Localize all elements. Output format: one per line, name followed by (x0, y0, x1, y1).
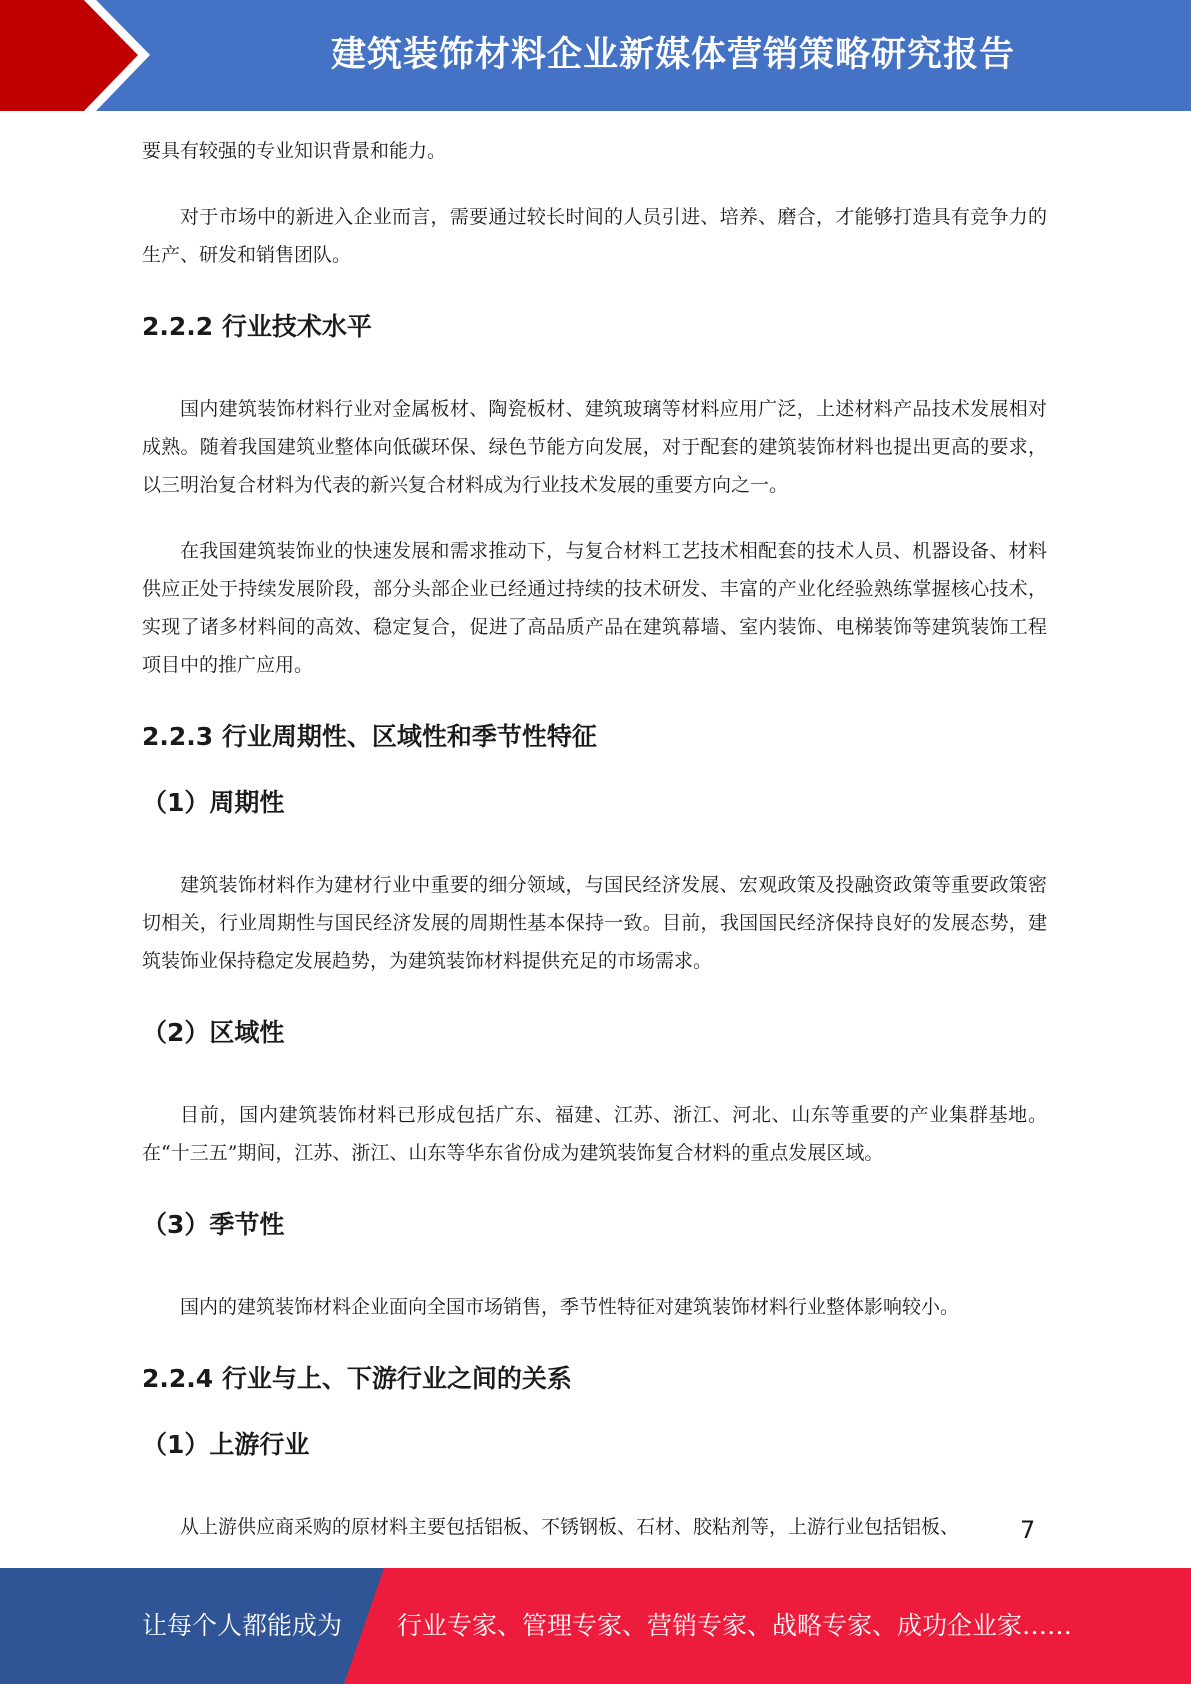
document-body (142, 132, 1047, 1546)
header-arrow-decoration (0, 0, 150, 111)
page-header (0, 0, 1191, 111)
paragraph: 对于市场中的新进入企业而言，需要通过较长时间的人员引进、培养、磨合，才能够打造具有竞争力的生产、研发和销售团队。 (142, 206, 1047, 266)
footer-slogan-right: 行业专家、管理专家、营销专家、战略专家、成功企业家…… (397, 1611, 1073, 1640)
paragraph: 从上游供应商采购的原材料主要包括铝板、不锈钢板、石材、胶粘剂等，上游行业包括铝板、 (180, 1516, 960, 1538)
footer-slogan-left: 让每个人都能成为 (142, 1611, 343, 1640)
page-footer (0, 1568, 1191, 1684)
subheading-regionality: （2）区域性 (142, 1018, 285, 1047)
report-title: 建筑装饰材料企业新媒体营销策略研究报告 (330, 35, 1015, 75)
paragraph: 在我国建筑装饰业的快速发展和需求推动下，与复合材料工艺技术相配套的技术人员、机器设备、材料供应正处于持续发展阶段，部分头部企业已经通过持续的技术研发、丰富的产业化经验熟练掌握核心技术，实现了诸多材料间的高效、稳定复合，促进了高品质产品在建筑幕墙、室内装饰、电梯装饰等建筑装饰工程项目中的推广应用。 (142, 540, 1047, 676)
section-heading-2-2-2: 2.2.2 行业技术水平 (142, 312, 372, 341)
section-heading-2-2-3: 2.2.3 行业周期性、区域性和季节性特征 (142, 722, 597, 751)
paragraph: 国内的建筑装饰材料企业面向全国市场销售，季节性特征对建筑装饰材料行业整体影响较小。 (180, 1296, 960, 1318)
subheading-seasonality: （3）季节性 (142, 1210, 285, 1239)
paragraph: 目前，国内建筑装饰材料已形成包括广东、福建、江苏、浙江、河北、山东等重要的产业集群基地。在“十三五”期间，江苏、浙江、山东等华东省份成为建筑装饰复合材料的重点发展区域。 (142, 1104, 1047, 1164)
paragraph: 国内建筑装饰材料行业对金属板材、陶瓷板材、建筑玻璃等材料应用广泛，上述材料产品技术发展相对成熟。随着我国建筑业整体向低碳环保、绿色节能方向发展，对于配套的建筑装饰材料也提出更高的要求，以三明治复合材料为代表的新兴复合材料成为行业技术发展的重要方向之一。 (142, 398, 1047, 496)
paragraph: 要具有较强的专业知识背景和能力。 (142, 140, 447, 162)
subheading-upstream: （1）上游行业 (142, 1430, 310, 1459)
section-heading-2-2-4: 2.2.4 行业与上、下游行业之间的关系 (142, 1364, 572, 1393)
subheading-cyclicality: （1）周期性 (142, 788, 285, 817)
paragraph: 建筑装饰材料作为建材行业中重要的细分领域，与国民经济发展、宏观政策及投融资政策等重要政策密切相关，行业周期性与国民经济发展的周期性基本保持一致。目前，我国国民经济保持良好的发展态势，建筑装饰业保持稳定发展趋势，为建筑装饰材料提供充足的市场需求。 (142, 874, 1047, 972)
page-number: 7 (1020, 1516, 1036, 1544)
